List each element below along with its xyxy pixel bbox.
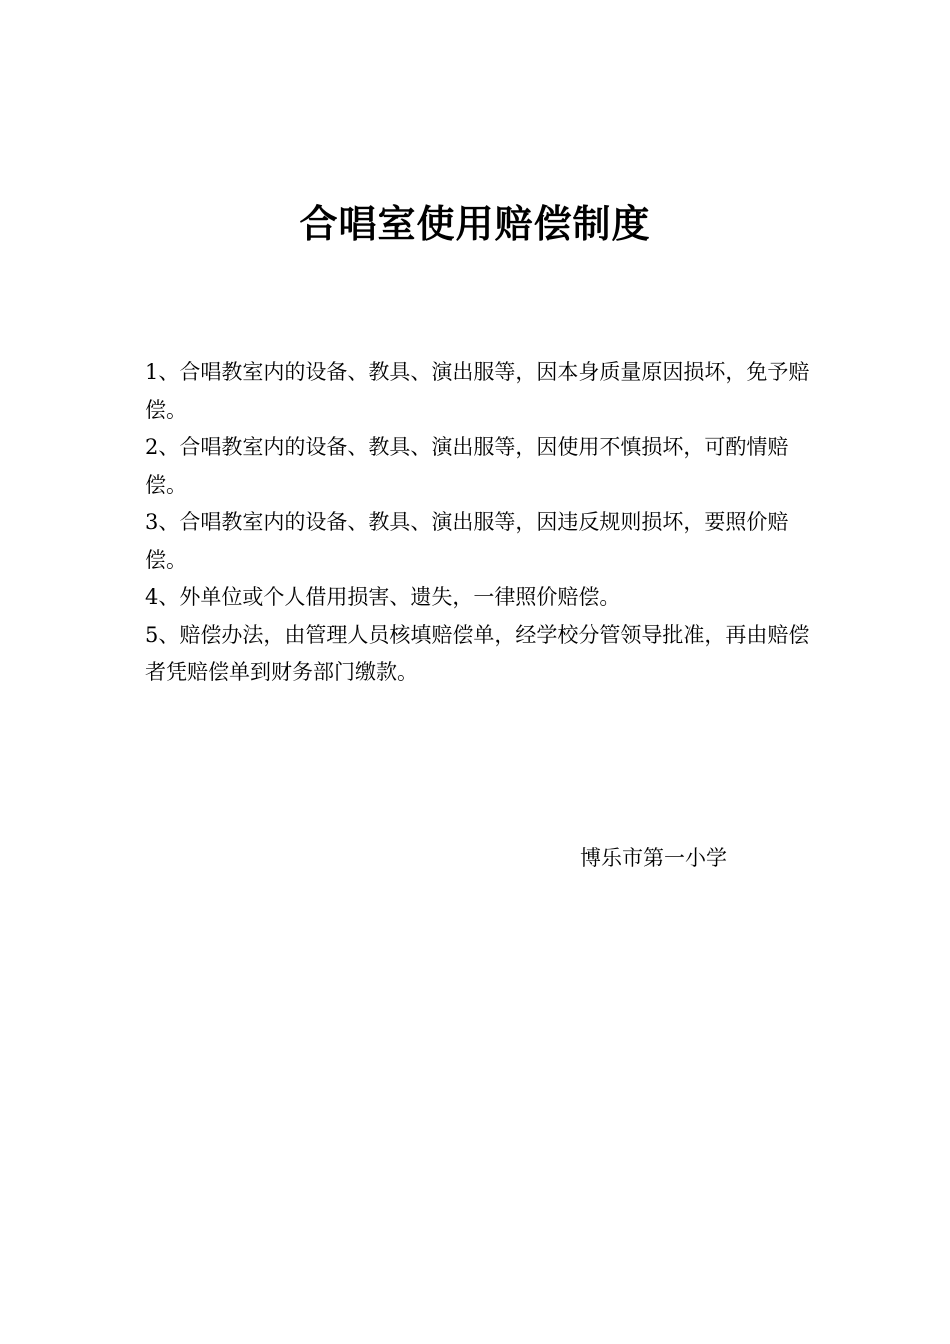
school-signature: 博乐市第一小学 — [580, 846, 727, 870]
rule-paragraph-3: 3、合唱教室内的设备、教具、演出服等，因违反规则损坏，要照价赔偿。 — [145, 510, 789, 572]
document-title: 合唱室使用赔偿制度 — [299, 202, 651, 246]
rule-paragraph-4: 4、外单位或个人借用损害、遗失，一律照价赔偿。 — [145, 585, 621, 609]
rule-paragraph-2: 2、合唱教室内的设备、教具、演出服等，因使用不慎损坏，可酌情赔偿。 — [145, 435, 789, 497]
rule-paragraph-5: 5、赔偿办法，由管理人员核填赔偿单，经学校分管领导批准，再由赔偿者凭赔偿单到财务部门缴款。 — [145, 622, 810, 684]
document-body — [145, 354, 810, 692]
rule-paragraph-1: 1、合唱教室内的设备、教具、演出服等，因本身质量原因损坏，免予赔偿。 — [145, 360, 810, 422]
